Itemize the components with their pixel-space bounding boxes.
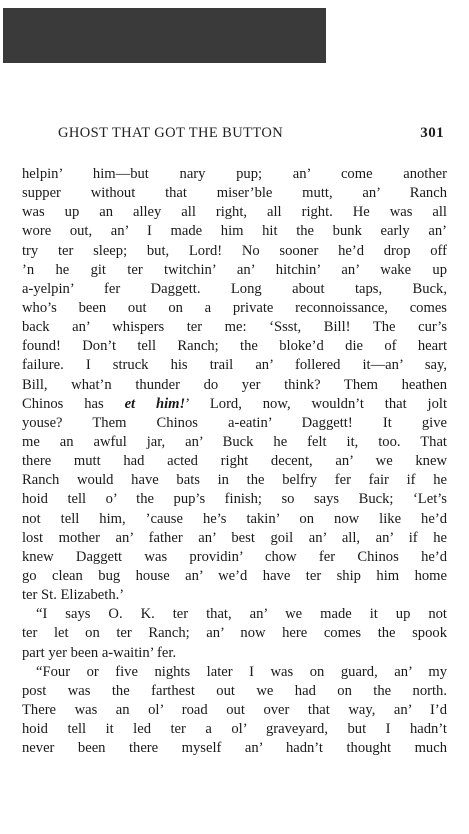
text-line: ter St. Elizabeth.’: [22, 587, 125, 604]
text-line: hoid tell o’ the pup’s finish; so says Buck; ‘Let’s: [22, 491, 447, 508]
text-line: youse? Them Chinos a-eatin’ Daggett! It give: [22, 414, 447, 431]
text-line: not tell him, ’cause he’s takin’ on now like he’d: [22, 510, 447, 527]
text-line: back an’ whispers ter me: ‘Ssst, Bill! The cur’s: [22, 319, 447, 336]
text-line: try ter sleep; but, Lord! No sooner he’d drop off: [22, 242, 447, 259]
text-line: part yer been a-waitin’ fer.: [22, 644, 177, 661]
text-line: supper without that miser’ble mutt, an’ Ranch: [22, 185, 447, 202]
text-line: wore out, an’ I made him hit the bunk early an’: [22, 223, 447, 240]
italic-phrase: et him!: [124, 395, 186, 412]
text-line: “Four or five nights later I was on guard, an’ my: [36, 663, 447, 680]
text-line: hoid tell it led ter a ol’ graveyard, but I hadn’t: [22, 721, 447, 738]
text-line: helpin’ him—but nary pup; an’ come another: [22, 166, 447, 182]
text-line: There was an ol’ road out over that way, an’ I’d: [22, 701, 447, 718]
body-text: [22, 165, 447, 758]
text-line: there mutt had acted right decent, an’ we knew: [22, 453, 447, 470]
text-line: found! Don’t tell Ranch; the bloke’d die of heart: [22, 338, 447, 355]
text-line: a-yelpin’ fer Daggett. Long about taps, Buck,: [22, 280, 447, 297]
text-line-start: Chinos has: [22, 395, 125, 412]
text-line: Bill, what’n thunder do yer think? Them heathen: [22, 376, 447, 393]
running-title: GHOST THAT GOT THE BUTTON: [58, 125, 284, 141]
running-head: [58, 125, 444, 142]
text-line: me an awful jar, an’ Buck he felt it, too. That: [22, 433, 447, 450]
text-line: ter let on ter Ranch; an’ now here comes the spook: [22, 625, 447, 642]
text-line: lost mother an’ father an’ best goil an’ all, an’ if he: [22, 529, 447, 546]
text-line: Ranch would have bats in the belfry fer fair if he: [22, 472, 447, 489]
text-line: was up an alley all right, all right. He was all: [22, 204, 447, 221]
text-line: never been there myself an’ hadn’t thought much: [22, 740, 447, 757]
page-number: 301: [420, 125, 444, 141]
text-line: post was the farthest out we had on the north.: [22, 682, 447, 699]
text-line: who’s been out on a private reconnoissance, comes: [22, 299, 447, 316]
text-line: go clean bug house an’ we’d have ter ship him home: [22, 567, 447, 584]
text-line: failure. I struck his trail an’ follered it—an’ say,: [22, 357, 447, 374]
text-line-end: ’ Lord, now, wouldn’t that jolt: [185, 395, 447, 412]
redaction-block: [3, 8, 326, 63]
text-line: ’n he git ter twitchin’ an’ hitchin’ an’ wake up: [22, 261, 447, 278]
text-line: knew Daggett was providin’ chow fer Chinos he’d: [22, 548, 447, 565]
text-line: “I says O. K. ter that, an’ we made it up not: [36, 606, 447, 623]
text-line-with-italic: [22, 395, 447, 414]
